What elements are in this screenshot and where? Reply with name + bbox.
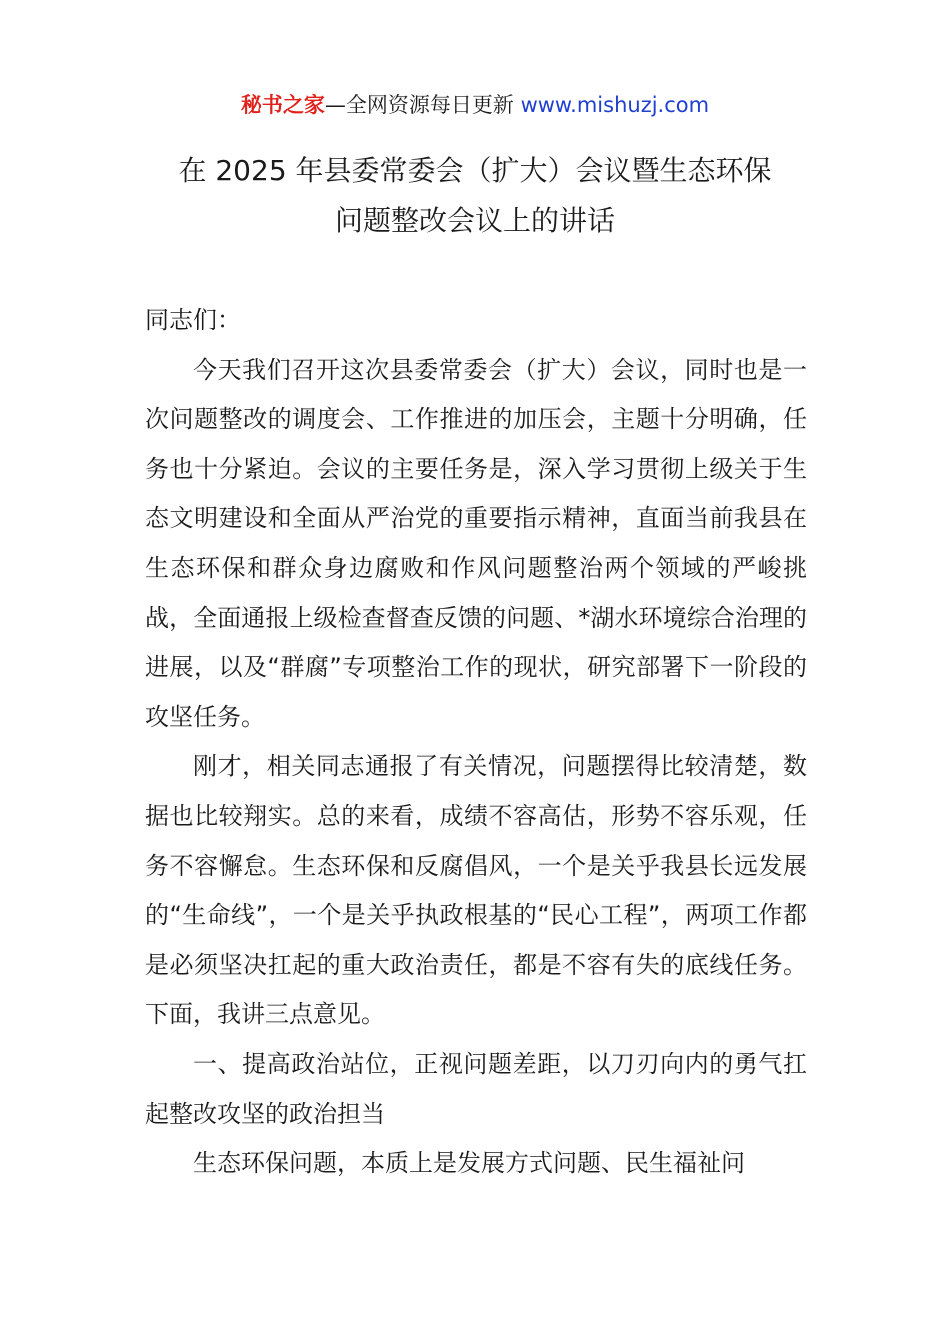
paragraph-3: 生态环保问题，本质上是发展方式问题、民生福祉问 [193,1149,745,1178]
document-title [140,146,810,246]
section-heading-1: 一、提高政治站位，正视问题差距，以刀刃向内的勇气扛起整改攻坚的政治担当 [145,1049,807,1128]
document-body [145,296,807,1189]
title-line-2: 问题整改会议上的讲话 [334,204,615,237]
paragraph-2: 刚才，相关同志通报了有关情况，问题摆得比较清楚，数据也比较翔实。总的来看，成绩不容高估，形势不容乐观，任务不容懈怠。生态环保和反腐倡风，一个是关乎我县长远发展的“生命线”，一个是关乎执政根基的“民心工程”，两项工作都是必须坚决扛起的重大政治责任，都是不容有失的底线任务。下面，我讲三点意见。 [145,752,807,1029]
header-tagline: —全网资源每日更新 [324,93,514,117]
paragraph-1: 今天我们召开这次县委常委会（扩大）会议，同时也是一次问题整改的调度会、工作推进的加压会，主题十分明确，任务也十分紧迫。会议的主要任务是，深入学习贯彻上级关于生态文明建设和全面从严治党的重要指示精神，直面当前我县在生态环保和群众身边腐败和作风问题整治两个领域的严峻挑战，全面通报上级检查督查反馈的问题、*湖水环境综合治理的进展，以及“群腐”专项整治工作的现状，研究部署下一阶段的攻坚任务。 [145,355,807,731]
title-line-1: 在 2025 年县委常委会（扩大）会议暨生态环保 [178,154,772,187]
salutation: 同志们： [145,306,241,334]
brand-name: 秘书之家 [240,93,325,117]
site-url-link[interactable]: www.mishuzj.com [520,93,710,117]
site-header-banner [0,88,950,122]
